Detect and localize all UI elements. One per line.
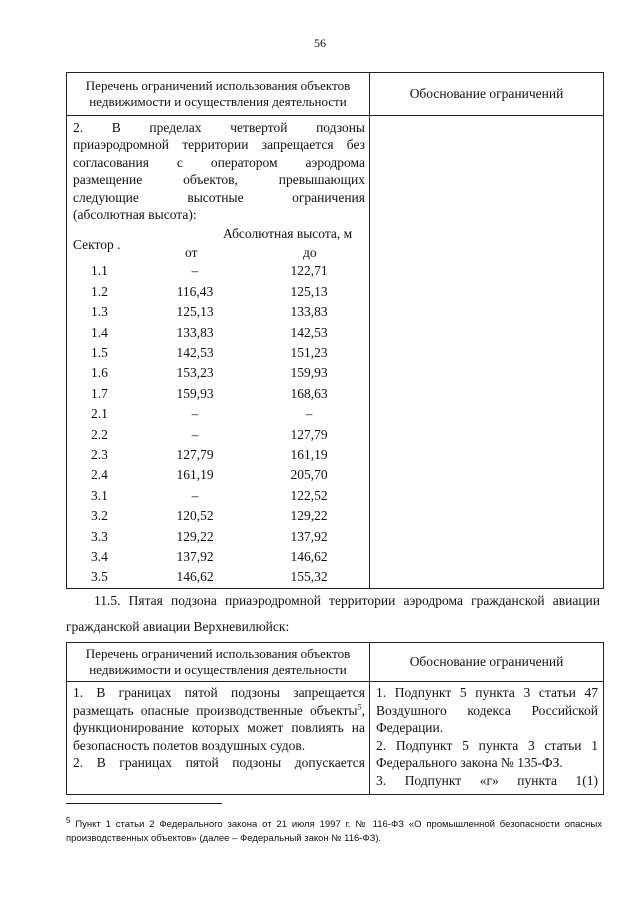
sector-id: 1.3 xyxy=(91,304,108,320)
sector-id: 1.2 xyxy=(91,283,108,299)
sector-from: 142,53 xyxy=(176,345,214,360)
intro-line: согласования с оператором аэродрома xyxy=(73,154,365,170)
abs-height-label: Абсолютная высота, м xyxy=(223,226,353,242)
sector-to: 168,63 xyxy=(290,385,328,401)
sector-row xyxy=(73,425,365,445)
sector-to: – xyxy=(305,406,313,422)
table1-header-justification: Обоснование ограничений xyxy=(370,73,604,116)
sector-id: 2.1 xyxy=(91,406,108,422)
intro-line: 2. В пределах четвертой подзоны xyxy=(73,120,365,135)
sector-to: 129,22 xyxy=(290,508,328,524)
sector-row xyxy=(73,465,365,485)
table2-header-justification: Обоснование ограничений xyxy=(370,643,604,682)
sector-row xyxy=(73,527,365,547)
intro-line: следующие высотные ограничения xyxy=(73,189,365,205)
sector-from: – xyxy=(191,426,199,442)
sector-from: – xyxy=(191,263,199,279)
sector-to: 205,70 xyxy=(290,467,328,483)
footnote-ref: 5 xyxy=(357,702,362,712)
sector-id: 2.4 xyxy=(91,467,108,483)
sector-from: 125,13 xyxy=(176,304,214,320)
justification-item-2: 2. Подпункт 5 пункта 3 статьи 1 Федерального закона № 135-ФЗ. xyxy=(376,737,598,771)
sector-to: 133,83 xyxy=(290,304,328,320)
sector-row xyxy=(73,282,365,302)
sector-to: 127,79 xyxy=(290,426,328,442)
sector-from: 129,22 xyxy=(176,528,214,544)
fifth-subzone-table xyxy=(66,642,604,795)
sector-from: 120,52 xyxy=(176,508,214,524)
footnote-divider xyxy=(66,803,222,804)
sector-table-header xyxy=(73,225,365,261)
sector-id: 2.3 xyxy=(91,446,108,462)
sector-id: 3.3 xyxy=(91,528,108,544)
sector-id: 1.1 xyxy=(91,263,108,279)
sector-row xyxy=(73,404,365,424)
footnote: $^5$ Пункт 1 статьи 2 Федерального закона от 21 июля 1997 г. № 116-ФЗ «О промышленной безопасности опасных производственных объектов» (далее – Федеральный закон № 116-ФЗ). xyxy=(66,815,602,844)
sector-id: 2.2 xyxy=(91,426,108,442)
sector-to: 151,23 xyxy=(290,345,328,360)
sector-to: 122,71 xyxy=(290,263,328,279)
sector-from: 133,83 xyxy=(176,324,214,340)
intro-line-last: (абсолютная высота): xyxy=(73,207,197,223)
justification-item-1: 1. Подпункт 5 пункта 3 статьи 47 Воздушного кодекса Российской Федерации. xyxy=(376,685,598,736)
sector-rows xyxy=(73,261,365,587)
sector-to: 146,62 xyxy=(290,548,328,564)
to-label: до xyxy=(303,245,317,261)
sector-label: Сектор . xyxy=(73,237,121,253)
sector-id: 1.6 xyxy=(91,365,108,381)
sector-from: 161,19 xyxy=(176,467,214,483)
fourth-subzone-table xyxy=(66,72,604,589)
intro-line: приаэродромной территории запрещается без xyxy=(73,137,365,153)
restriction-item-2: 2. В границах пятой подзоны допускается xyxy=(73,755,365,771)
justification-item-3: 3. Подпункт «г» пункта 1(1) xyxy=(376,772,598,788)
sector-row xyxy=(73,343,365,363)
table2-header-restrictions: Перечень ограничений использования объектов недвижимости и осуществления деятельности xyxy=(67,643,370,682)
sector-from: 159,93 xyxy=(176,385,214,401)
sector-from: 153,23 xyxy=(176,365,214,381)
sector-row xyxy=(73,445,365,465)
table2-restrictions-cell xyxy=(67,682,370,795)
sector-from: 127,79 xyxy=(176,446,214,462)
sector-row xyxy=(73,384,365,404)
sector-to: 161,19 xyxy=(290,446,328,462)
sector-to: 155,32 xyxy=(290,569,328,585)
intro-line: размещение объектов, превышающих xyxy=(73,172,365,188)
sector-id: 3.1 xyxy=(91,487,108,503)
sector-from: 146,62 xyxy=(176,569,214,585)
sector-to: 125,13 xyxy=(290,283,328,299)
sector-id: 3.5 xyxy=(91,569,108,585)
sector-to: 159,93 xyxy=(290,365,328,381)
restriction-item-1: 1. В границах пятой подзоны запрещается размещать опасные производственные объекты$^5$, функционирование которых может повлиять на безопасность полетов воздушных судов. xyxy=(73,685,365,753)
section-11-5-paragraph: 11.5. Пятая подзона приаэродромной территории аэродрома гражданской авиации гражданской авиации Верхневилюйск: xyxy=(66,593,600,634)
sector-from: – xyxy=(191,406,199,422)
sector-row xyxy=(73,567,365,587)
sector-row xyxy=(73,547,365,567)
table2-justification-cell xyxy=(370,682,604,795)
sector-row xyxy=(73,506,365,526)
footnote-marker: 5 xyxy=(66,815,71,825)
sector-to: 122,52 xyxy=(290,487,328,503)
sector-id: 1.7 xyxy=(91,385,108,401)
sector-row xyxy=(73,363,365,383)
sector-to: 137,92 xyxy=(290,528,328,544)
table1-restrictions-cell xyxy=(67,116,370,589)
sector-row xyxy=(73,323,365,343)
sector-to: 142,53 xyxy=(290,324,328,340)
sector-id: 3.4 xyxy=(91,548,108,564)
sector-id: 1.5 xyxy=(91,345,108,360)
sector-row xyxy=(73,486,365,506)
sector-row xyxy=(73,302,365,322)
sector-from: 116,43 xyxy=(176,283,214,299)
page-number: 56 xyxy=(314,36,326,50)
sector-from: 137,92 xyxy=(176,548,214,564)
sector-row xyxy=(73,261,365,281)
sector-from: – xyxy=(191,487,199,503)
from-label: от xyxy=(185,245,198,261)
table1-header-restrictions: Перечень ограничений использования объектов недвижимости и осуществления деятельности xyxy=(67,73,370,116)
sector-id: 1.4 xyxy=(91,324,108,340)
table1-justification-cell xyxy=(370,116,604,589)
sector-id: 3.2 xyxy=(91,508,108,524)
